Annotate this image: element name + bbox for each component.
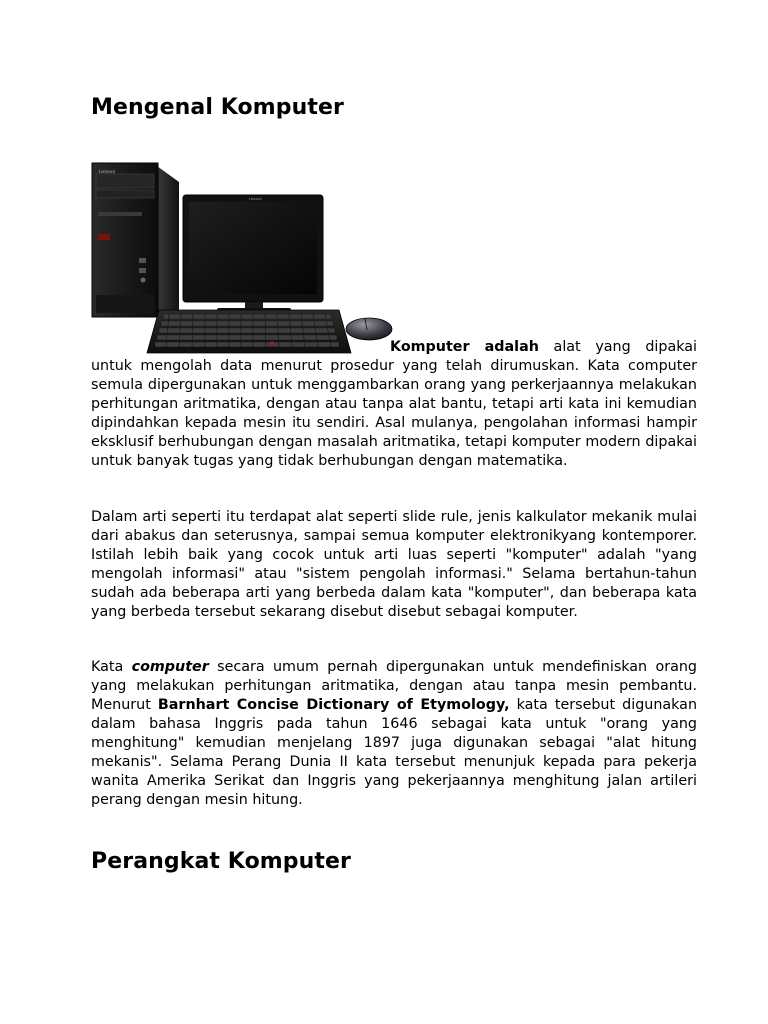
monitor-brand: Lenovo bbox=[249, 197, 262, 201]
computer-image bbox=[89, 160, 394, 356]
heading-mengenal-komputer: Mengenal Komputer bbox=[91, 95, 344, 120]
heading-perangkat-komputer: Perangkat Komputer bbox=[91, 849, 351, 874]
term-computer: computer bbox=[131, 659, 209, 675]
paragraph-sejarah: Kata computer secara umum pernah dipergunakan untuk mendefiniskan orang yang melakukan perhitungan aritmatika, dengan atau tanpa mesin pembantu. Menurut Barnhart Concise Dictionary of Etymology, kata tersebut digunakan dalam bahasa Inggris pada tahun 1646 sebagai kata untuk "orang yang menghitung" kemudian menjelang 1897 juga digunakan sebagai "alat hitung mekanis". Selama Perang Dunia II kata tersebut menunjuk kepada para pekerja wanita Amerika Serikat dan Inggris yang pekerjaannya menghitung jalan artileri perang dengan mesin hitung. bbox=[91, 659, 697, 808]
tower-brand: Lenovo bbox=[99, 170, 116, 175]
term-komputer-adalah: Komputer adalah bbox=[390, 339, 539, 355]
paragraph-definisi bbox=[91, 338, 697, 471]
monitor bbox=[183, 195, 323, 313]
source-dictionary: Barnhart Concise Dictionary of Etymology, bbox=[157, 697, 510, 713]
paragraph-arti: Dalam arti seperti itu terdapat alat seperti slide rule, jenis kalkulator mekanik mulai dari abakus dan seterusnya, sampai semua komputer elektronikyang kontemporer. Istilah lebih baik yang cocok untuk arti luas seperti "komputer" adalah "yang mengolah informasi" atau "sistem pengolah informasi." Selama bertahun-tahun sudah ada beberapa arti yang berbeda dalam kata "komputer", dan beberapa kata yang berbeda tersebut sekarang disebut disebut sebagai komputer. bbox=[91, 509, 697, 620]
mouse bbox=[346, 318, 392, 340]
paragraph-1-body: alat yang dipakai untuk mengolah data menurut prosedur yang telah dirumuskan. Kata computer semula dipergunakan untuk menggambarkan orang yang perkerjaannya melakukan perhitungan aritmatika, dengan atau tanpa alat bantu, tetapi arti kata ini kemudian dipindahkan kepada mesin itu sendiri. Asal mulanya, pengolahan informasi hampir eksklusif berhubungan dengan masalah aritmatika, tetapi komputer modern dipakai untuk banyak tugas yang tidak berhubungan dengan matematika. bbox=[91, 339, 697, 469]
tower-pc bbox=[92, 163, 179, 317]
